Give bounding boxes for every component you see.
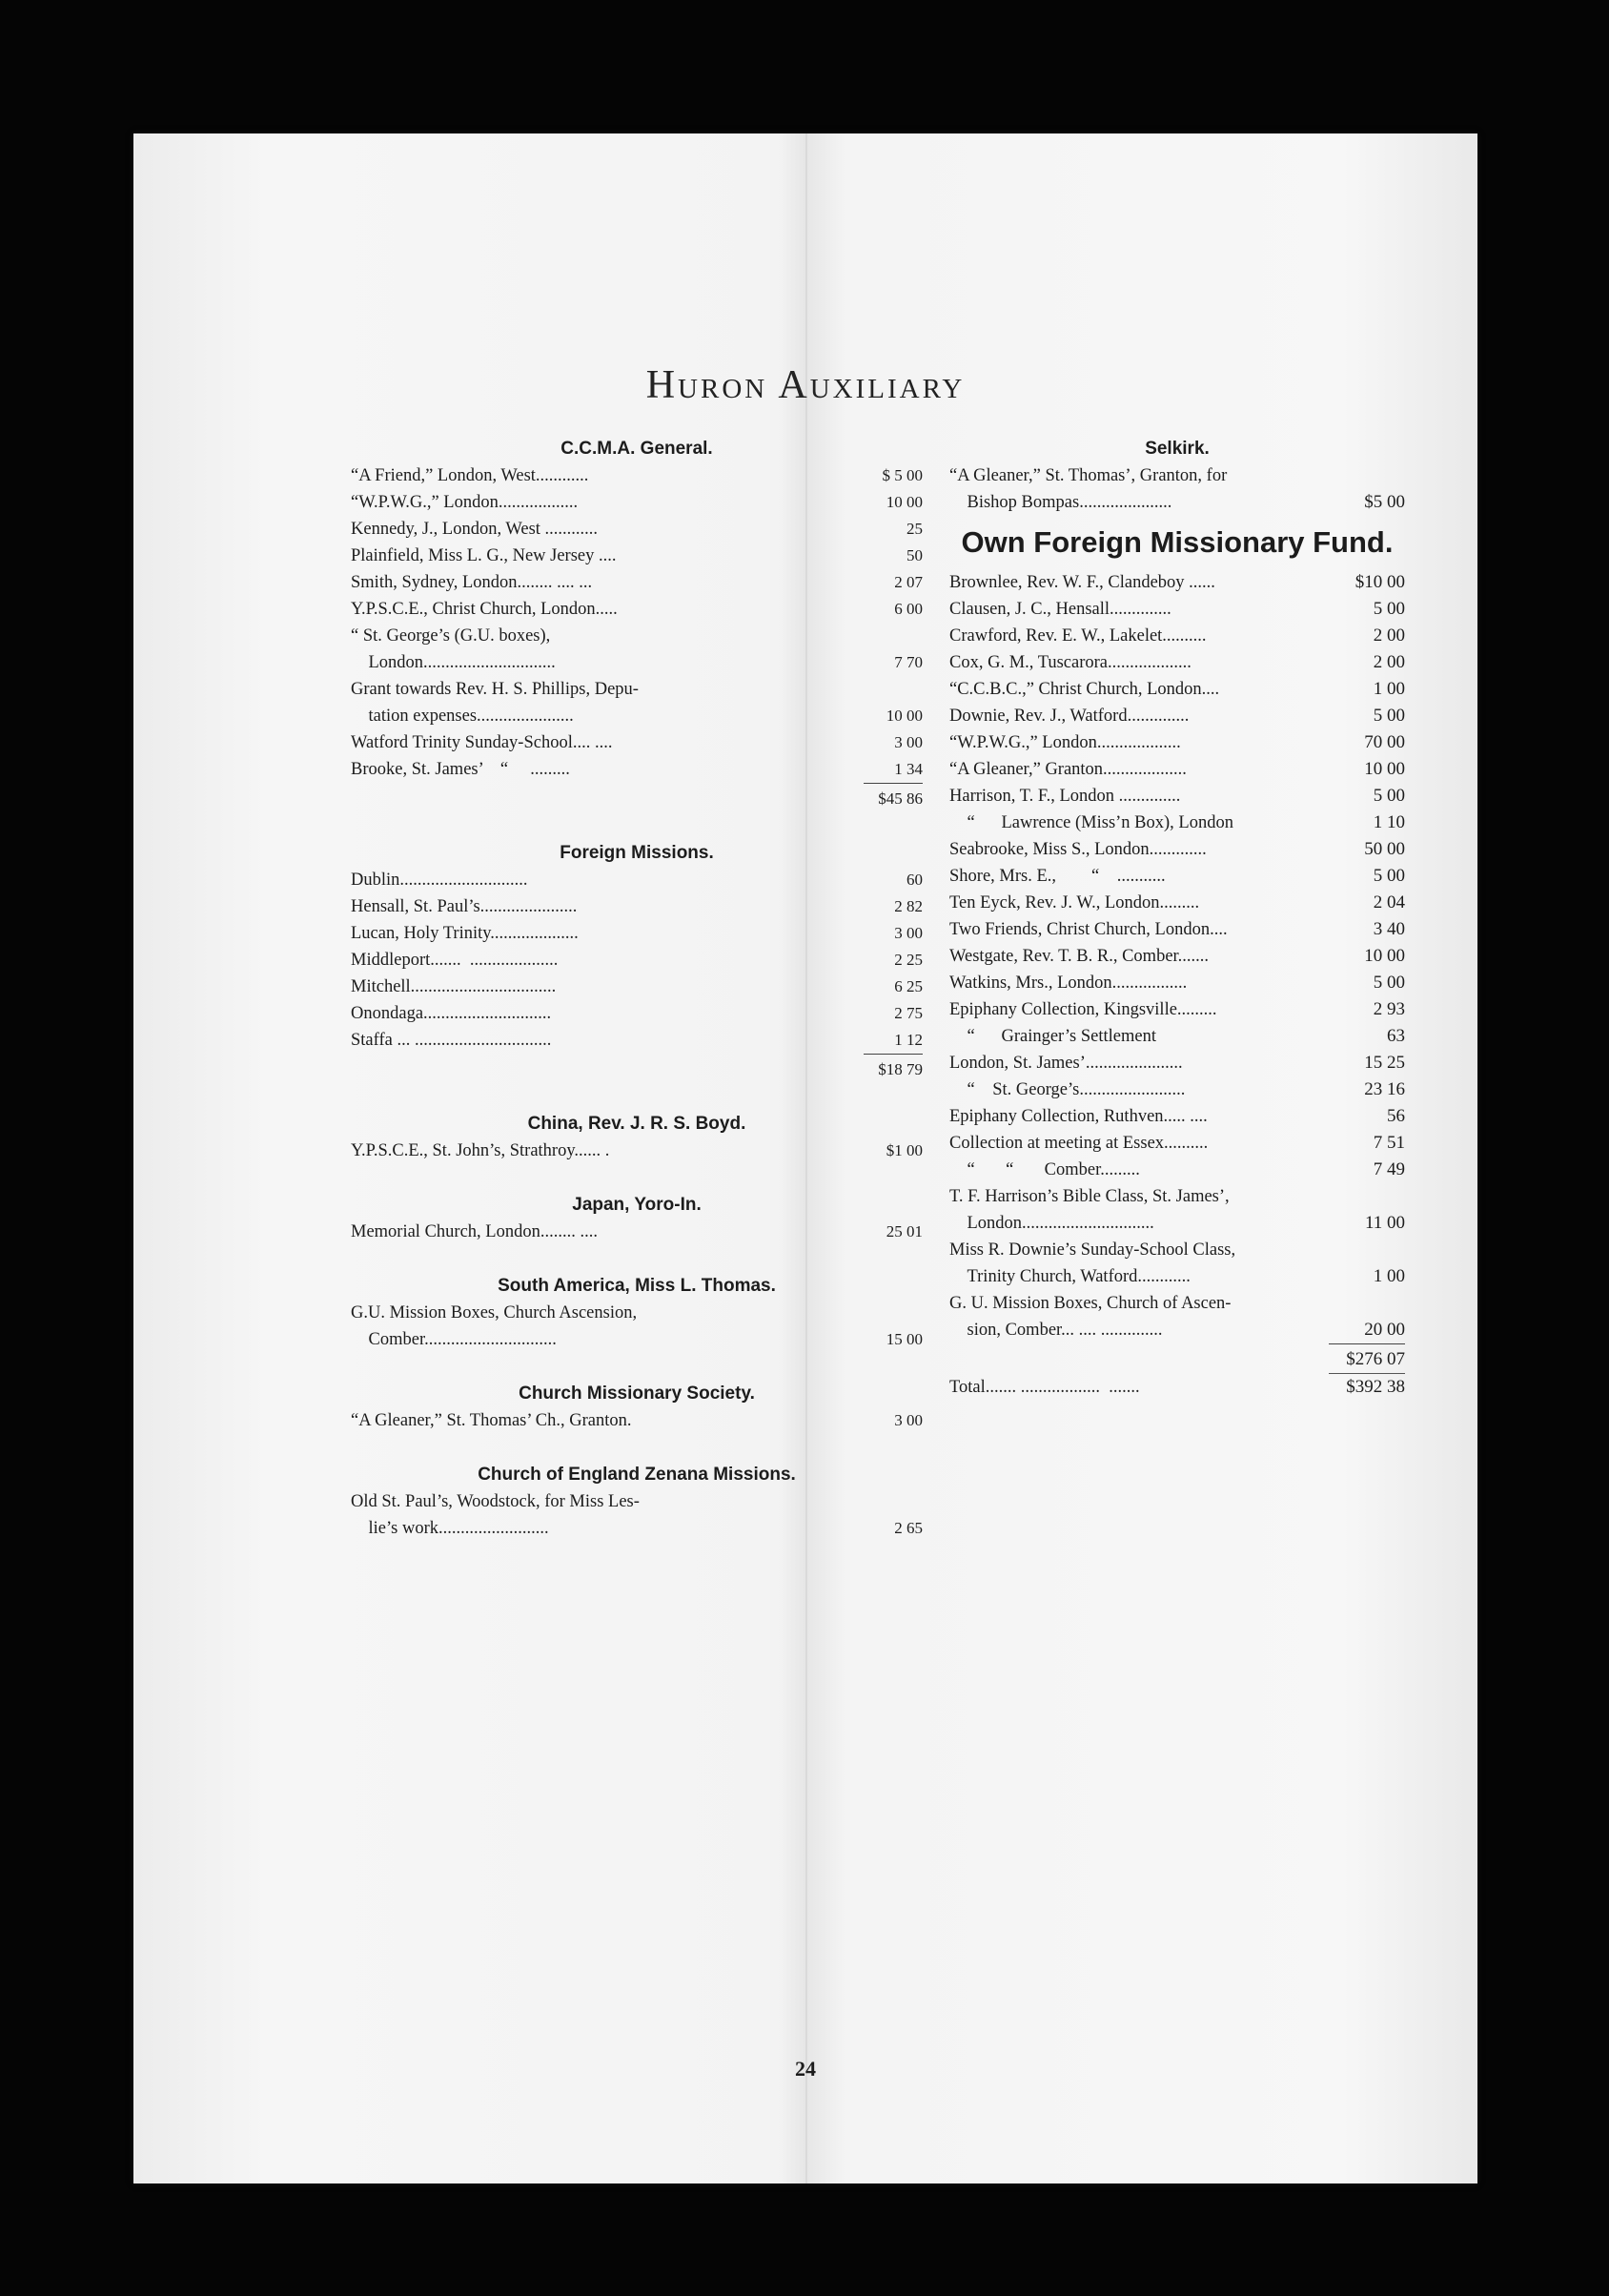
page-number: 24 bbox=[795, 2057, 816, 2081]
entry-row bbox=[949, 890, 1405, 916]
entry-label: T. F. Harrison’s Bible Class, St. James’, London.............................. bbox=[949, 1187, 1230, 1233]
entry-label: “ St. George’s (G.U. boxes), London.............................. bbox=[351, 626, 556, 672]
entry-amount: 15 25 bbox=[1364, 1053, 1405, 1073]
entry-row bbox=[949, 1130, 1405, 1157]
entry-amount: 25 bbox=[906, 520, 923, 538]
entry-amount: 60 bbox=[906, 871, 923, 889]
entry-amount: 5 00 bbox=[1373, 973, 1405, 993]
entry-row bbox=[351, 867, 923, 893]
subtotal-row bbox=[351, 1054, 923, 1083]
entry-row bbox=[949, 596, 1405, 623]
entry-label: “A Gleaner,” St. Thomas’, Granton, for Bishop Bompas..................... bbox=[949, 466, 1228, 512]
entry-row bbox=[351, 893, 923, 920]
entry-amount: $392 38 bbox=[1329, 1373, 1405, 1401]
entry-row bbox=[351, 729, 923, 756]
entry-label: London, St. James’...................... bbox=[949, 1054, 1183, 1073]
entry-amount: 1 34 bbox=[894, 760, 923, 778]
entry-amount: $276 07 bbox=[1329, 1343, 1405, 1373]
entry-amount: 11 00 bbox=[1364, 1213, 1405, 1233]
subtotal-row bbox=[351, 783, 923, 812]
entry-label: Old St. Paul’s, Woodstock, for Miss Les- lie’s work......................... bbox=[351, 1492, 640, 1538]
entry-row bbox=[351, 1300, 923, 1353]
entry-label: Watford Trinity Sunday-School.... .... bbox=[351, 733, 613, 752]
entry-label: Grant towards Rev. H. S. Phillips, Depu- tation expenses...................... bbox=[351, 680, 639, 726]
entry-amount: $18 79 bbox=[864, 1054, 923, 1083]
entry-row bbox=[351, 543, 923, 569]
subtotal-row bbox=[949, 1343, 1405, 1373]
entry-row bbox=[949, 943, 1405, 970]
entry-row bbox=[949, 1237, 1405, 1290]
entry-label: “A Friend,” London, West............ bbox=[351, 466, 589, 485]
entry-row bbox=[949, 1076, 1405, 1103]
section-heading: Foreign Missions. bbox=[560, 843, 714, 863]
entry-row bbox=[351, 1488, 923, 1542]
section-heading: Own Foreign Missionary Fund. bbox=[961, 525, 1394, 559]
entry-label: “A Gleaner,” Granton................... bbox=[949, 760, 1187, 779]
entry-amount: 2 00 bbox=[1373, 625, 1405, 646]
entry-label: “ “ Comber......... bbox=[949, 1160, 1140, 1179]
entry-amount: 56 bbox=[1387, 1106, 1405, 1126]
entry-row bbox=[351, 569, 923, 596]
entry-amount: 25 01 bbox=[886, 1222, 923, 1240]
entry-amount: 1 12 bbox=[894, 1031, 923, 1049]
section-heading: South America, Miss L. Thomas. bbox=[498, 1276, 776, 1296]
entry-amount: 3 00 bbox=[894, 1411, 923, 1429]
entry-row bbox=[351, 489, 923, 516]
entry-amount: 6 00 bbox=[894, 600, 923, 618]
entry-amount: 2 93 bbox=[1373, 999, 1405, 1019]
entry-label: “ St. George’s........................ bbox=[949, 1080, 1186, 1099]
entry-row bbox=[351, 623, 923, 676]
entry-row bbox=[949, 996, 1405, 1023]
entry-amount: 1 10 bbox=[1373, 812, 1405, 832]
entry-label: Ten Eyck, Rev. J. W., London......... bbox=[949, 893, 1200, 912]
entry-row bbox=[949, 756, 1405, 783]
entry-label: Middleport....... .................... bbox=[351, 951, 559, 970]
entry-amount: 2 25 bbox=[894, 951, 923, 969]
entry-amount: 3 40 bbox=[1373, 919, 1405, 939]
entry-row bbox=[351, 756, 923, 783]
entry-label: Downie, Rev. J., Watford.............. bbox=[949, 707, 1190, 726]
entry-amount: 3 00 bbox=[894, 733, 923, 751]
entry-label: “ Lawrence (Miss’n Box), London bbox=[949, 813, 1233, 832]
section-gap bbox=[351, 812, 923, 839]
entry-row bbox=[351, 1000, 923, 1027]
entry-row bbox=[949, 1373, 1405, 1401]
entry-amount: 63 bbox=[1387, 1026, 1405, 1046]
entry-amount: 5 00 bbox=[1373, 786, 1405, 806]
entry-label: Staffa ... ............................... bbox=[351, 1031, 552, 1050]
entry-row bbox=[351, 974, 923, 1000]
entry-label: Watkins, Mrs., London................. bbox=[949, 974, 1188, 993]
entry-row bbox=[949, 462, 1405, 516]
entry-row bbox=[949, 1103, 1405, 1130]
entry-amount: 15 00 bbox=[886, 1330, 923, 1348]
entry-label: Plainfield, Miss L. G., New Jersey .... bbox=[351, 546, 617, 565]
entry-amount: 2 75 bbox=[894, 1004, 923, 1022]
entry-amount: 20 00 bbox=[1364, 1320, 1405, 1340]
entry-amount: $1 00 bbox=[886, 1141, 923, 1159]
entry-label: Cox, G. M., Tuscarora................... bbox=[949, 653, 1191, 672]
entry-row bbox=[949, 836, 1405, 863]
entry-label: “W.P.W.G.,” London................... bbox=[949, 733, 1181, 752]
section-gap bbox=[351, 1083, 923, 1110]
entry-amount: 5 00 bbox=[1373, 706, 1405, 726]
entry-label: Shore, Mrs. E., “ ........... bbox=[949, 867, 1166, 886]
entry-row bbox=[949, 970, 1405, 996]
entry-label: Brooke, St. James’ “ ......... bbox=[351, 760, 570, 779]
entry-row bbox=[949, 649, 1405, 676]
entry-label: “C.C.B.C.,” Christ Church, London.... bbox=[949, 680, 1220, 699]
entry-amount: 7 49 bbox=[1373, 1159, 1405, 1179]
section-gap bbox=[351, 1245, 923, 1272]
entry-label: Epiphany Collection, Kingsville......... bbox=[949, 1000, 1217, 1019]
section-heading: Japan, Yoro-In. bbox=[572, 1195, 702, 1215]
entry-amount: 2 07 bbox=[894, 573, 923, 591]
entry-amount: 70 00 bbox=[1364, 732, 1405, 752]
section-gap bbox=[351, 1434, 923, 1461]
entry-row bbox=[351, 947, 923, 974]
entry-amount: 2 04 bbox=[1373, 892, 1405, 912]
entry-label: Epiphany Collection, Ruthven..... .... bbox=[949, 1107, 1208, 1126]
entry-amount: 7 70 bbox=[894, 653, 923, 671]
entry-row bbox=[949, 729, 1405, 756]
entry-label: “A Gleaner,” St. Thomas’ Ch., Granton. bbox=[351, 1411, 632, 1430]
entry-row bbox=[351, 920, 923, 947]
entry-row bbox=[351, 1027, 923, 1054]
entry-label: Seabrooke, Miss S., London............. bbox=[949, 840, 1207, 859]
entry-amount: $ 5 00 bbox=[882, 466, 923, 484]
entry-row bbox=[949, 810, 1405, 836]
entry-amount: 50 00 bbox=[1364, 839, 1405, 859]
entry-label: Y.P.S.C.E., Christ Church, London..... bbox=[351, 600, 618, 619]
entry-label: Two Friends, Christ Church, London.... bbox=[949, 920, 1228, 939]
section-heading: China, Rev. J. R. S. Boyd. bbox=[527, 1114, 746, 1134]
entry-row bbox=[351, 1219, 923, 1245]
section-gap bbox=[351, 1353, 923, 1380]
entry-amount: 5 00 bbox=[1373, 866, 1405, 886]
entry-label: Harrison, T. F., London .............. bbox=[949, 787, 1181, 806]
section-heading: Church of England Zenana Missions. bbox=[478, 1465, 796, 1485]
entry-label: Kennedy, J., London, West ............ bbox=[351, 520, 599, 539]
entry-row bbox=[949, 569, 1405, 596]
entry-amount: 1 00 bbox=[1373, 679, 1405, 699]
entry-amount: 5 00 bbox=[1373, 599, 1405, 619]
entry-label: Dublin............................. bbox=[351, 871, 528, 890]
right-column bbox=[949, 435, 1405, 1401]
entry-row bbox=[949, 1023, 1405, 1050]
entry-amount: 10 00 bbox=[1364, 759, 1405, 779]
entry-label: Crawford, Rev. E. W., Lakelet.......... bbox=[949, 626, 1207, 646]
left-column bbox=[351, 435, 923, 1542]
entry-label: Onondaga............................. bbox=[351, 1004, 552, 1023]
entry-label: Brownlee, Rev. W. F., Clandeboy ...... bbox=[949, 573, 1215, 592]
entry-row bbox=[949, 783, 1405, 810]
entry-amount: 2 82 bbox=[894, 897, 923, 915]
entry-amount: 10 00 bbox=[886, 707, 923, 725]
entry-label: Total....... .................. ....... bbox=[949, 1378, 1140, 1397]
entry-amount: 23 16 bbox=[1364, 1079, 1405, 1099]
entry-amount: 6 25 bbox=[894, 977, 923, 995]
entry-label: Y.P.S.C.E., St. John’s, Strathroy...... . bbox=[351, 1141, 610, 1160]
section-heading: Church Missionary Society. bbox=[519, 1384, 755, 1404]
entry-label: Clausen, J. C., Hensall.............. bbox=[949, 600, 1171, 619]
entry-label: Westgate, Rev. T. B. R., Comber....... bbox=[949, 947, 1210, 966]
entry-label: G. U. Mission Boxes, Church of Ascen- sion, Comber... .... .............. bbox=[949, 1294, 1232, 1340]
entry-label: Smith, Sydney, London........ .... ... bbox=[351, 573, 593, 592]
section-heading: Selkirk. bbox=[1145, 439, 1210, 459]
entry-label: Collection at meeting at Essex.......... bbox=[949, 1134, 1209, 1153]
document-page bbox=[133, 133, 1477, 2183]
entry-row bbox=[351, 462, 923, 489]
entry-amount: $5 00 bbox=[1364, 492, 1405, 512]
entry-row bbox=[949, 863, 1405, 890]
entry-label: Lucan, Holy Trinity.................... bbox=[351, 924, 579, 943]
entry-row bbox=[949, 1157, 1405, 1183]
entry-row bbox=[949, 916, 1405, 943]
entry-label: Mitchell................................. bbox=[351, 977, 557, 996]
entry-row bbox=[351, 1407, 923, 1434]
entry-amount: $10 00 bbox=[1354, 572, 1405, 592]
entry-amount: $45 86 bbox=[864, 783, 923, 812]
entry-row bbox=[949, 676, 1405, 703]
entry-label: Miss R. Downie’s Sunday-School Class, Trinity Church, Watford............ bbox=[949, 1240, 1236, 1286]
entry-amount: 10 00 bbox=[1364, 946, 1405, 966]
section-heading: C.C.M.A. General. bbox=[560, 439, 713, 459]
entry-label: G.U. Mission Boxes, Church Ascension, Comber.............................. bbox=[351, 1303, 638, 1349]
entry-amount: 1 00 bbox=[1373, 1266, 1405, 1286]
page-title: Huron Auxiliary bbox=[645, 363, 966, 407]
entry-row bbox=[351, 676, 923, 729]
entry-label: Hensall, St. Paul’s...................... bbox=[351, 897, 578, 916]
entry-amount: 2 00 bbox=[1373, 652, 1405, 672]
entry-amount: 2 65 bbox=[894, 1519, 923, 1537]
entry-row bbox=[351, 596, 923, 623]
entry-row bbox=[351, 516, 923, 543]
entry-row bbox=[949, 1183, 1405, 1237]
entry-row bbox=[949, 1290, 1405, 1343]
entry-amount: 7 51 bbox=[1373, 1133, 1405, 1153]
entry-label: “W.P.W.G.,” London.................. bbox=[351, 493, 579, 512]
entry-amount: 50 bbox=[906, 546, 923, 564]
entry-row bbox=[351, 1138, 923, 1164]
entry-amount: 3 00 bbox=[894, 924, 923, 942]
entry-row bbox=[949, 623, 1405, 649]
entry-amount: 10 00 bbox=[886, 493, 923, 511]
entry-label: Memorial Church, London........ .... bbox=[351, 1222, 598, 1241]
entry-row bbox=[949, 703, 1405, 729]
section-gap bbox=[351, 1164, 923, 1191]
entry-row bbox=[949, 1050, 1405, 1076]
entry-label: “ Grainger’s Settlement bbox=[949, 1027, 1156, 1046]
